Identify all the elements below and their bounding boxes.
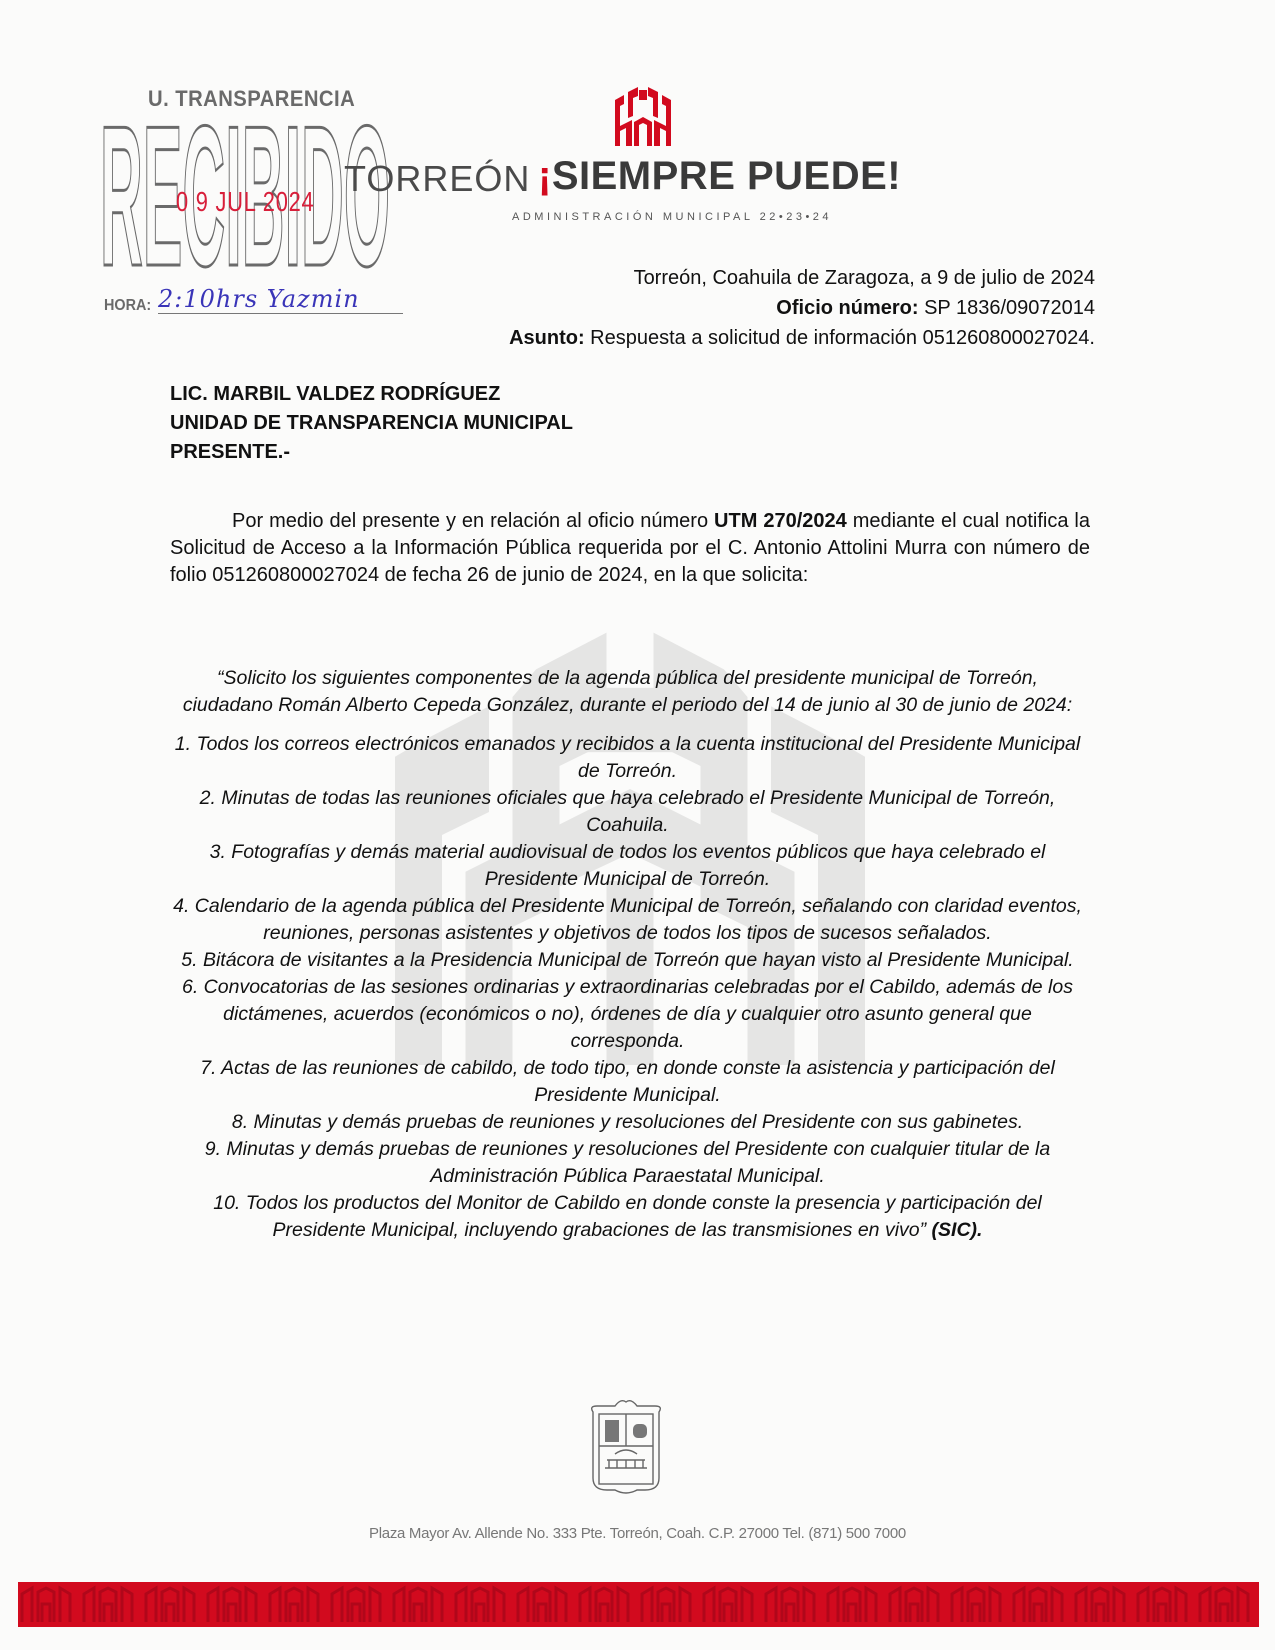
footer-pattern xyxy=(18,1582,1259,1627)
coat-of-arms-icon xyxy=(585,1398,667,1496)
stamp-word: RECIBIDO xyxy=(100,100,390,275)
addressee-greeting: PRESENTE.- xyxy=(170,441,291,463)
request-item: 5. Bitácora de visitantes a la Presidencia Municipal de Torreón que hayan visto al Presidente Municipal. xyxy=(181,949,1074,971)
addressee-block xyxy=(170,380,573,467)
body-text-1: Por medio del presente y en relación al oficio número xyxy=(232,510,715,532)
request-item: 10. Todos los productos del Monitor de Cabildo en donde conste la presencia y participación del Presidente Municipal, incluyendo grabaciones de las transmisiones en vivo” xyxy=(213,1192,1042,1241)
logo-slogan xyxy=(538,154,901,199)
utm-reference: UTM 270/2024 xyxy=(714,510,847,532)
oficio-label: Oficio número: xyxy=(776,297,919,319)
body-paragraph xyxy=(170,508,1090,589)
request-item: 2. Minutas de todas las reuniones oficiales que haya celebrado el Presidente Municipal de Torreón, Coahuila. xyxy=(199,787,1056,836)
request-item: 1. Todos los correos electrónicos emanados y recibidos a la cuenta institucional del Presidente Municipal de Torreón. xyxy=(174,733,1081,782)
sic-marker: (SIC). xyxy=(926,1219,983,1241)
asunto-label: Asunto: xyxy=(509,327,585,349)
slogan-close-mark: ! xyxy=(887,154,902,198)
request-items xyxy=(170,731,1085,1244)
oficio-value: SP 1836/09072014 xyxy=(918,297,1095,319)
footer-red-band xyxy=(18,1582,1259,1627)
request-item: 4. Calendario de la agenda pública del Presidente Municipal de Torreón, señalando con claridad eventos, reuniones, personas asistentes y objetivos de todos los tipos de sucesos señalados. xyxy=(173,895,1082,944)
stamp-organization: U. TRANSPARENCIA xyxy=(148,86,356,111)
slogan-text: SIEMPRE PUEDE xyxy=(551,154,888,198)
request-item: 3. Fotografías y demás material audiovisual de todos los eventos públicos que haya celebrado el Presidente Municipal de Torreón. xyxy=(209,841,1046,890)
place-and-date: Torreón, Coahuila de Zaragoza, a 9 de julio de 2024 xyxy=(633,267,1095,289)
body-text-2: mediante el cual notifica la Solicitud de Acceso a la Información Pública requerida por el C. Antonio Attolini Murra con número de folio 051260800027024 de fecha 26 de junio de 2024, en la que solicita: xyxy=(170,510,1091,586)
request-item: 8. Minutas y demás pruebas de reuniones y resoluciones del Presidente con sus gabinetes. xyxy=(231,1111,1024,1133)
oficio-number xyxy=(776,297,1095,320)
hora-underline xyxy=(158,313,403,314)
logo-subtitle: ADMINISTRACIÓN MUNICIPAL 22•23•24 xyxy=(512,211,833,223)
footer-address: Plaza Mayor Av. Allende No. 333 Pte. Torreón, Coah. C.P. 27000 Tel. (871) 500 7000 xyxy=(369,1525,906,1542)
addressee-unit: UNIDAD DE TRANSPARENCIA MUNICIPAL xyxy=(170,412,573,434)
request-item-last xyxy=(170,1190,1085,1244)
slogan-open-mark: ¡ xyxy=(538,154,552,198)
request-item: 9. Minutas y demás pruebas de reuniones y resoluciones del Presidente con cualquier titular de la Administración Pública Paraestatal Municipal. xyxy=(204,1138,1051,1187)
quoted-request xyxy=(170,665,1085,1244)
hora-handwritten: 2:10hrs Yazmin xyxy=(158,285,360,313)
asunto-value: Respuesta a solicitud de información 051260800027024. xyxy=(584,327,1095,349)
stamp-date: 0 9 JUL 2024 xyxy=(176,186,315,217)
subject-line xyxy=(509,327,1095,350)
hora-label: HORA: xyxy=(104,297,152,314)
logo-city-name: TORREÓN xyxy=(344,158,531,199)
request-item: 6. Convocatorias de las sesiones ordinarias y extraordinarias celebradas por el Cabildo, además de los dictámenes, acuerdos (económicos o no), órdenes de día y cualquier otro asunto general que corresponda. xyxy=(182,976,1073,1052)
torreon-castle-logo-icon xyxy=(612,86,674,148)
addressee-name: LIC. MARBIL VALDEZ RODRÍGUEZ xyxy=(170,383,501,405)
request-intro: “Solicito los siguientes componentes de la agenda pública del presidente municipal de Torreón, ciudadano Román Alberto Cepeda González, durante el periodo del 14 de junio al 30 de junio de 2024: xyxy=(182,667,1073,716)
request-item: 7. Actas de las reuniones de cabildo, de todo tipo, en donde conste la asistencia y participación del Presidente Municipal. xyxy=(200,1057,1055,1106)
